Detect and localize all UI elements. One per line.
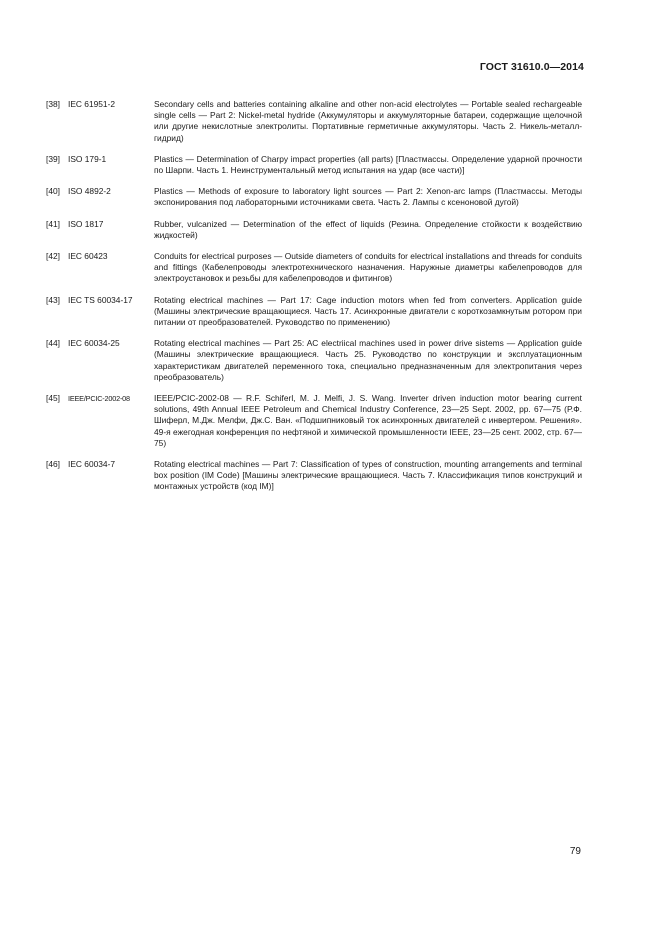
reference-number: [38]: [46, 99, 60, 109]
reference-text: Plastics — Determination of Charpy impact properties (all parts) [Пластмассы. Определение ударной прочности по Шарпи. Часть 1. Неинструментальный метод испытания на удар (все части)]: [154, 153, 582, 176]
reference-item: [46, 251, 582, 285]
reference-item: [46, 186, 582, 208]
reference-list: [46, 99, 582, 503]
reference-code: ISO 179-1: [68, 153, 107, 164]
reference-number: [46]: [46, 459, 60, 470]
reference-item: [46, 338, 582, 383]
reference-text: Rubber, vulcanized — Determination of the effect of liquids (Резина. Определение стойкости к воздействию жидкостей): [154, 218, 582, 240]
reference-text: Rotating electrical machines — Part 7: Classification of types of construction, mounting arrangements and terminal box position (IM Code) [Машины электрические вращающиеся. Часть 7. Классификация типов конструкций и монтажных устройств (код IM)]: [154, 459, 582, 492]
reference-code: IEEE/PCIC-2002-08: [68, 394, 130, 404]
reference-number: [39]: [46, 153, 60, 164]
reference-code: IEC 61951-2: [68, 99, 116, 109]
reference-text: IEEE/PCIC-2002-08 — R.F. Schiferl, M. J. Melfi, J. S. Wang. Inverter driven induction motor bearing current solutions, 49th Annual IEEE Petroleum and Chemical Industry Conference, 23—25 Sept. 2002, pp. 67—75 (Р.Ф. Шиферл, М.Дж. Мелфи, Дж.С. Ван. «Подшипниковый ток асинхронных двигателей с инвертером. Решения». 49-я ежегодная конференция по нефтяной и химической промышленности IEEE, 23—25 сент. 2002, стр. 67—75): [154, 393, 582, 448]
reference-text: Rotating electrical machines — Part 17: Cage induction motors when fed from converters. Application guide (Машины электрические вращающиеся. Часть 17. Асинхронные двигатели с короткозамкнутым ротором при питании от преобразователей. Руководство по применению): [154, 294, 582, 328]
reference-item: [46, 393, 582, 449]
reference-code: ISO 4892-2: [68, 186, 111, 197]
reference-text: Conduits for electrical purposes — Outside diameters of conduits for electrical installations and threads for conduits and fittings (Кабелепроводы электротехнического назначения. Наружные диаметры кабелепроводов для электроустановок и резьбы для кабелепроводов и фитингов): [154, 251, 582, 284]
document-header: ГОСТ 31610.0—2014: [479, 61, 584, 73]
reference-code: IEC 60423: [68, 251, 108, 262]
reference-number: [43]: [46, 294, 60, 305]
reference-item: [46, 99, 582, 144]
reference-text: Plastics — Methods of exposure to laboratory light sources — Part 2: Xenon-arc lamps (Пластмассы. Методы экспонирования под лабораторными источниками света. Часть 2. Лампы с ксеноновой дугой): [154, 186, 582, 208]
reference-code: ISO 1817: [68, 218, 104, 229]
reference-code: IEC 60034-7: [68, 459, 116, 470]
reference-code: IEC TS 60034-17: [68, 294, 133, 305]
reference-number: [45]: [46, 393, 60, 404]
reference-number: [41]: [46, 218, 60, 229]
reference-text: Rotating electrical machines — Part 25: AC electriical machines used in power drive sistems — Application guide (Машины электрические вращающиеся. Часть 25. Руководство по конструкции и эксплуатационным характеристикам двигателей переменного тока, специально предназначенным для электропитания через преобразователь): [154, 338, 582, 382]
reference-item: [46, 154, 582, 176]
reference-text: Secondary cells and batteries containing alkaline and other non-acid electrolytes — Portable sealed rechargeable single cells — Part 2: Nickel-metal hydride (Аккумуляторы и аккумуляторные батареи, содержащие щелочной или другие некислотные электролиты. Портативные герметичные аккумуляторы. Часть 2. Никель-металл-гидрид): [154, 99, 582, 143]
reference-code: IEC 60034-25: [68, 338, 120, 349]
reference-item: [46, 295, 582, 329]
reference-number: [44]: [46, 338, 60, 349]
reference-item: [46, 459, 582, 493]
reference-number: [40]: [46, 186, 60, 197]
page-number: 79: [569, 846, 581, 857]
reference-number: [42]: [46, 251, 60, 262]
reference-item: [46, 219, 582, 241]
